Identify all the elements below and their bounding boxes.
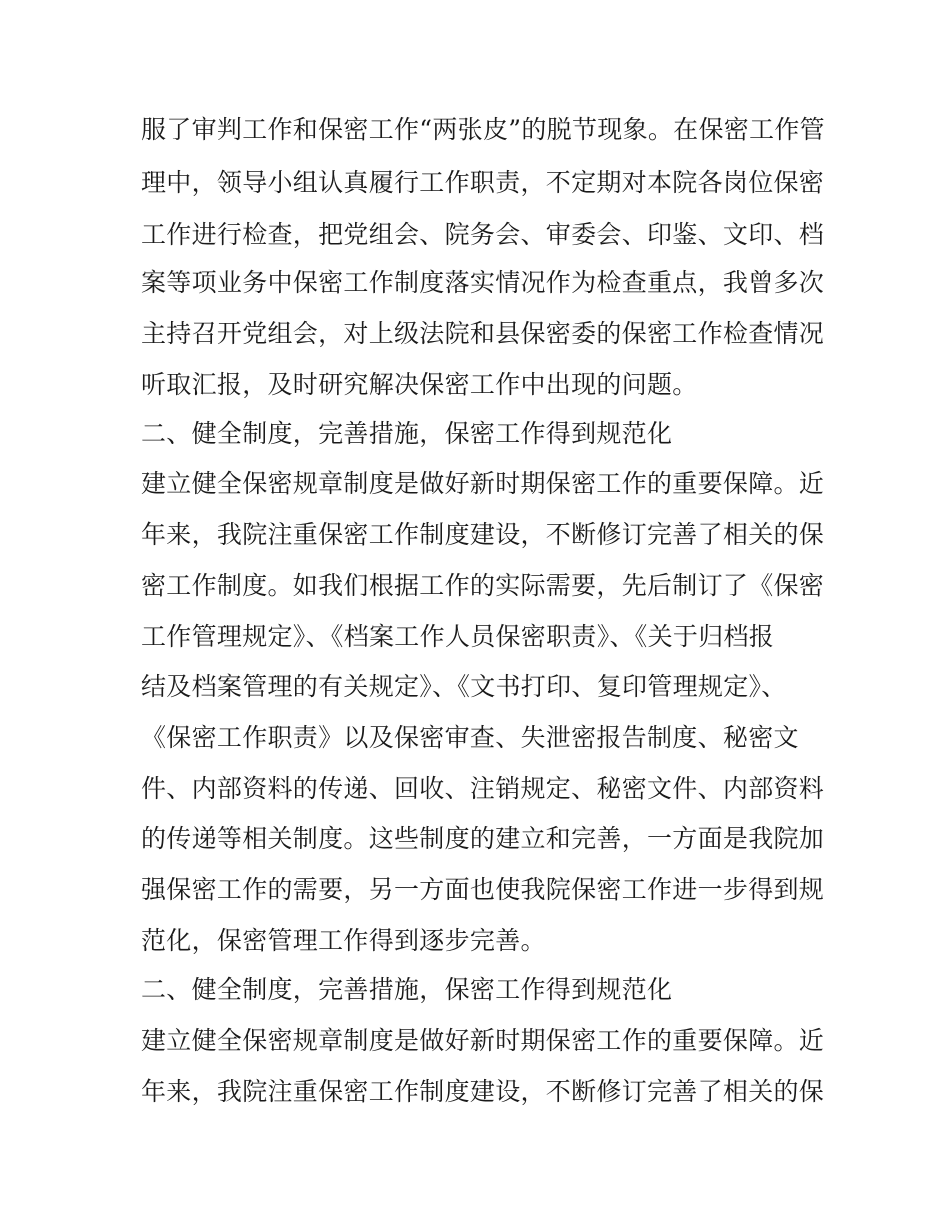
text-line: 建立健全保密规章制度是做好新时期保密工作的重要保障。近 bbox=[141, 1026, 825, 1055]
text-line: 理中，领导小组认真履行工作职责，不定期对本院各岗位保密 bbox=[141, 168, 825, 197]
text-line: 强保密工作的需要，另一方面也使我院保密工作进一步得到规 bbox=[141, 875, 825, 904]
text-line: 案等项业务中保密工作制度落实情况作为检查重点，我曾多次 bbox=[141, 268, 825, 297]
text-line: 工作进行检查，把党组会、院务会、审委会、印鉴、文印、档 bbox=[141, 220, 825, 249]
text-line: 建立健全保密规章制度是做好新时期保密工作的重要保障。近 bbox=[141, 469, 825, 498]
text-line: 《保密工作职责》以及保密审查、失泄密报告制度、秘密文 bbox=[141, 723, 799, 752]
text-line: 结及档案管理的有关规定》、《文书打印、复印管理规定》、 bbox=[141, 672, 787, 701]
text-line: 范化，保密管理工作得到逐步完善。 bbox=[141, 926, 546, 955]
section-heading: 二、健全制度，完善措施，保密工作得到规范化 bbox=[141, 419, 673, 448]
text-line: 的传递等相关制度。这些制度的建立和完善，一方面是我院加 bbox=[141, 824, 825, 853]
text-line: 年来，我院注重保密工作制度建设，不断修订完善了相关的保 bbox=[141, 1077, 825, 1106]
text-line: 服了审判工作和保密工作“两张皮”的脱节现象。在保密工作管 bbox=[141, 115, 825, 144]
text-line: 主持召开党组会，对上级法院和县保密委的保密工作检查情况 bbox=[141, 319, 825, 348]
text-line: 工作管理规定》、《档案工作人员保密职责》、《关于归档报 bbox=[141, 622, 775, 651]
text-line: 密工作制度。如我们根据工作的实际需要，先后制订了《保密 bbox=[141, 571, 825, 600]
text-line: 年来，我院注重保密工作制度建设，不断修订完善了相关的保 bbox=[141, 520, 825, 549]
text-line: 听取汇报，及时研究解决保密工作中出现的问题。 bbox=[141, 370, 698, 399]
text-line: 件、内部资料的传递、回收、注销规定、秘密文件、内部资料 bbox=[141, 774, 825, 803]
section-heading: 二、健全制度，完善措施，保密工作得到规范化 bbox=[141, 975, 673, 1004]
